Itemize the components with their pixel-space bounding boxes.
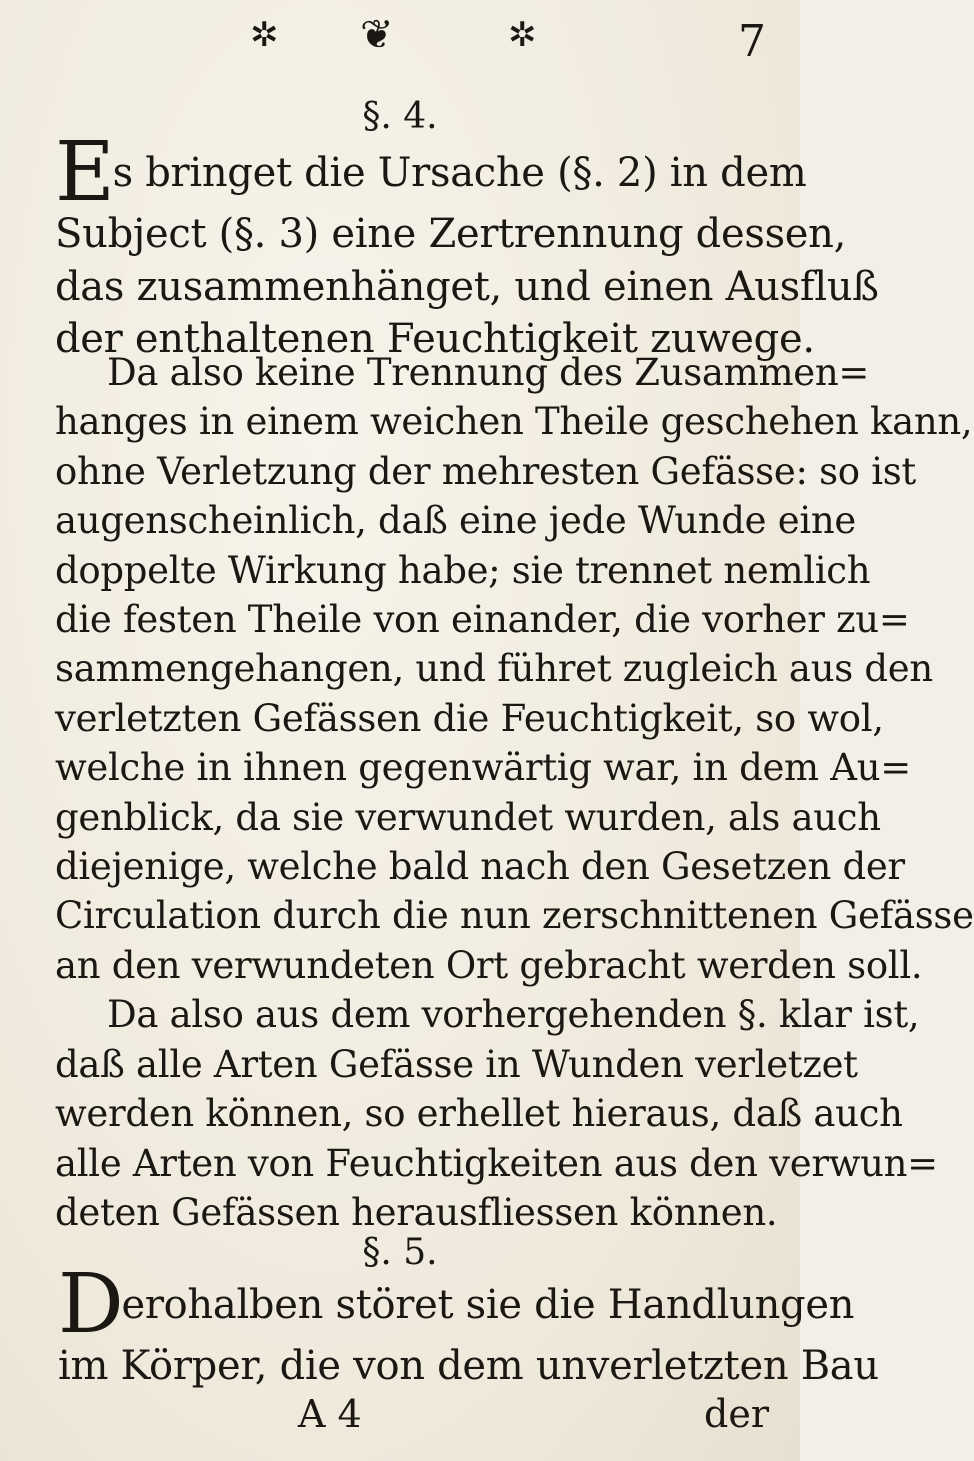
section-4-paragraph-1 <box>55 125 879 366</box>
section-heading: §. 5. <box>362 1232 438 1273</box>
text-line: daß alle Arten Gefässe in Wunden verletzet <box>55 1042 858 1086</box>
text-line: Da also aus dem vorhergehenden §. klar ist, <box>107 993 920 1037</box>
text-line: Es bringet die Ursache (§. 2) in dem <box>55 125 807 220</box>
text-line: welche in ihnen gegenwärtig war, in dem Au= <box>55 746 911 790</box>
page-number: 7 <box>738 16 766 67</box>
section-5-paragraph <box>58 1257 879 1393</box>
signature-mark: A 4 <box>298 1392 362 1436</box>
text-line: verletzten Gefässen die Feuchtigkeit, so wol, <box>55 696 884 740</box>
text-line: das zusammenhänget, und einen Ausfluß <box>55 263 879 310</box>
floral-ornament-icon: ❦ <box>360 12 394 58</box>
drop-initial: E <box>55 125 115 220</box>
text-line: Da also keine Trennung des Zusammen= <box>107 351 870 394</box>
text-line: alle Arten von Feuchtigkeiten aus den verwun= <box>55 1141 938 1185</box>
text-line: augenscheinlich, daß eine jede Wunde eine <box>55 499 856 543</box>
text-line: Circulation durch die nun zerschnittenen Gefässe <box>55 894 974 938</box>
catchword: der <box>704 1392 769 1436</box>
page-header <box>0 8 800 78</box>
text-line: diejenige, welche bald nach den Gesetzen der <box>55 845 905 889</box>
text-line: hanges in einem weichen Theile geschehen kann, <box>55 400 973 444</box>
text-line: die festen Theile von einander, die vorher zu= <box>55 598 910 642</box>
drop-initial: D <box>58 1257 124 1352</box>
text-line: sammengehangen, und führet zugleich aus den <box>55 647 933 691</box>
text-line: ohne Verletzung der mehresten Gefässe: so ist <box>55 449 916 493</box>
text-line: Subject (§. 3) eine Zertrennung dessen, <box>55 211 847 257</box>
section-4-paragraph-2 <box>55 348 974 1237</box>
star-ornament-icon: ✲ <box>250 15 279 55</box>
star-ornament-icon: ✲ <box>508 15 537 55</box>
text-line: Derohalben störet sie die Handlungen <box>58 1257 855 1352</box>
section-heading: §. 4. <box>362 96 438 137</box>
text-line: an den verwundeten Ort gebracht werden soll. <box>55 943 923 987</box>
text-line: der enthaltenen Feuchtigkeit zuwege. <box>55 316 815 362</box>
text-line: deten Gefässen herausfliessen können. <box>55 1190 778 1234</box>
text-line: im Körper, die von dem unverletzten Bau <box>58 1343 879 1389</box>
text-line: genblick, da sie verwundet wurden, als auch <box>55 795 881 839</box>
text-line: werden können, so erhellet hieraus, daß auch <box>55 1092 903 1136</box>
text-line: doppelte Wirkung habe; sie trennet nemlich <box>55 548 871 592</box>
